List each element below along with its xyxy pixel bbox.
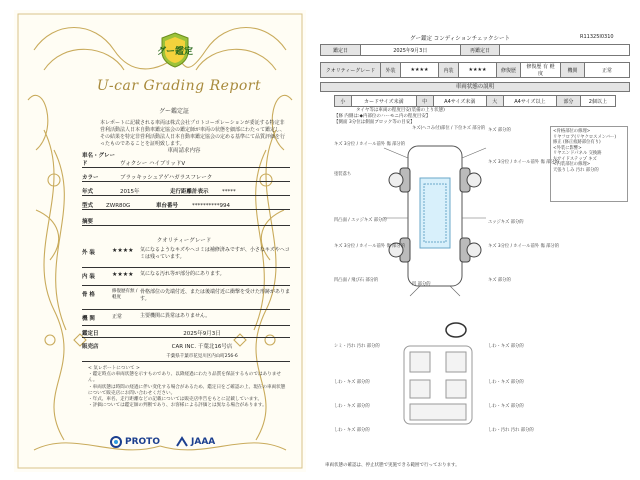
appraisal-date-row bbox=[82, 326, 290, 338]
vehicle-row-name bbox=[82, 153, 290, 168]
legend-cell: 2個以上 bbox=[580, 96, 615, 107]
ext-label: 外装 bbox=[381, 63, 401, 78]
grade-table bbox=[320, 62, 630, 78]
jaaa-mark-icon bbox=[176, 436, 188, 448]
vehicle-name-label: 車名・グレード bbox=[82, 153, 116, 167]
mileage-label: 走行距離計表示 bbox=[170, 189, 209, 195]
legend-cell: 部分 bbox=[557, 96, 581, 107]
grade-desc: 気になる汚れ等が部分的にあります。 bbox=[140, 271, 225, 277]
repair-value: 修復歴 有 軽度 bbox=[521, 63, 561, 78]
appraisal-date-label: 鑑定日 bbox=[82, 331, 99, 337]
sheet-title: グー鑑定 コンディションチェックシート bbox=[410, 36, 511, 42]
vehicle-color-value: ブラッキッシュアゲハガラスフレーク bbox=[120, 175, 213, 181]
repair-note-line: <内装部位の修理> bbox=[553, 162, 591, 167]
memo-label: 摘要 bbox=[82, 219, 94, 225]
damage-box-right: キズ 3分位 / ホイール前外 傷 部分的 bbox=[488, 244, 559, 249]
mileage-value: ***** bbox=[222, 189, 236, 195]
legend-cell: 小 bbox=[335, 96, 352, 107]
year-value: 2015年 bbox=[120, 189, 140, 195]
legend-cell: カードサイズ未満 bbox=[351, 96, 416, 107]
dealer-info bbox=[114, 342, 290, 359]
model-value: ZWR80G bbox=[106, 203, 131, 209]
note-item: ・鑑定時点の車両状態を示すものであり、以降経過にわたり品質を保証するものではありません。 bbox=[88, 372, 281, 384]
model-label: 型式 bbox=[82, 203, 94, 209]
repair-note-line: 左サイドステップ キズ bbox=[553, 156, 597, 162]
damage-box-left: キズ 3分位 / ホイール前外 傷 部分的 bbox=[334, 244, 405, 249]
grade-stars: ★★★★ bbox=[112, 247, 134, 254]
appraisal-date-value: 2025年9月3日 bbox=[183, 331, 221, 337]
interior-box-left: しわ・キズ 部分的 bbox=[334, 428, 370, 433]
damage-box-bottom: 凹 部分的 bbox=[412, 282, 431, 287]
interior-box-left: しわ・キズ 部分的 bbox=[334, 380, 370, 385]
legend-cell: 中 bbox=[416, 96, 433, 107]
legend-cell: A4サイズ以上 bbox=[503, 96, 556, 107]
repair-note: 【修 内側は:◆内部位のハーモニ内の程度目安】 bbox=[334, 114, 431, 119]
legend-cell: 大 bbox=[486, 96, 503, 107]
grade-label: 外 装 bbox=[82, 250, 95, 256]
certificate-subtitle: グー鑑定証 bbox=[158, 108, 189, 115]
int-value: ★★★★ bbox=[459, 63, 497, 78]
repair-note-line: <外装に影響> bbox=[553, 145, 582, 151]
repair-note-line: リヤエンドパネル 交換跡 bbox=[553, 151, 602, 156]
date-value: 2025年9月3日 bbox=[360, 45, 460, 56]
vehicle-row-year bbox=[82, 184, 290, 196]
vehicle-row-model bbox=[82, 198, 290, 210]
side-note: 【側面 3分位は側面ブロック等の目安】 bbox=[334, 120, 415, 125]
engine-value: 正常 bbox=[585, 63, 630, 78]
sheet-footer: 車両状態の確認は、停止状態で実施できる範囲で行っております。 bbox=[325, 463, 460, 468]
dealer-row bbox=[82, 340, 290, 362]
car-interior-diagram bbox=[398, 318, 478, 428]
vehicle-row-color bbox=[82, 170, 290, 182]
grade-label: 機 関 bbox=[82, 316, 95, 322]
repair-note-line: リヤフロア(リヤクロスメンバー) bbox=[553, 134, 617, 140]
grade-stars: 正常 bbox=[112, 314, 123, 320]
date-table bbox=[320, 44, 630, 56]
certificate-intro: 本レポートに記載される車両は株式会社プロトコーポレーションが委託する特定非営利活動法人日本自動車鑑定協会の鑑定師が車両の状態を細部にわたって鑑定し、その結果を特定非営利活動法人日本自動車鑑定協会の定める基準にて品質評価を行ったものであることを証明致します。 bbox=[100, 120, 286, 147]
damage-box-right: キズ 3分位 / ホイール前外 傷 部分的 bbox=[488, 160, 559, 165]
interior-box-right: しわ・キズ 部分的 bbox=[488, 380, 524, 385]
grade-desc: 気になるようなキズやヘコミは補修済みですが、小さなキズやヘコミは残っています。 bbox=[140, 247, 290, 260]
qg-label: クオリティーグレード bbox=[321, 63, 381, 78]
engine-label: 機関 bbox=[561, 63, 585, 78]
vehicle-color-label: カラー bbox=[82, 175, 99, 181]
int-label: 内装 bbox=[439, 63, 459, 78]
interior-box-right: しわ・汚れ 汚れ 部分的 bbox=[488, 428, 534, 433]
date-label: 鑑定日 bbox=[321, 45, 361, 56]
interior-box-right: しわ・キズ 部分的 bbox=[488, 404, 524, 409]
jaaa-text: JAAA bbox=[191, 437, 216, 447]
reappraisal-label: 再鑑定日 bbox=[460, 45, 500, 56]
grade-row-engine bbox=[82, 312, 290, 326]
proto-logo bbox=[110, 436, 160, 448]
legend-cell: A4サイズ未満 bbox=[433, 96, 486, 107]
grade-row-interior bbox=[82, 270, 290, 286]
note-item: ・評価については鑑定師の判断であり、お客様による評価とは異なる場合があります。 bbox=[88, 403, 267, 409]
proto-mark-icon bbox=[110, 436, 122, 448]
vehicle-section-heading: 車両請求内容 bbox=[167, 148, 201, 154]
repair-note-line: <骨格部位の修理> bbox=[553, 129, 591, 134]
repair-notes-box bbox=[550, 126, 628, 202]
interior-box-right: しわ・キズ 部分的 bbox=[488, 344, 524, 349]
grade-desc: 骨格部位の先端付近、または後端付近に衝撃を受けた形跡があります。 bbox=[140, 289, 291, 302]
size-legend-table bbox=[334, 95, 616, 107]
year-label: 年式 bbox=[82, 189, 94, 195]
dealer-label: 販売店 bbox=[82, 344, 99, 350]
notes-title: < 気レポートについて > bbox=[88, 366, 140, 371]
quality-section-heading: クオリティーグレード bbox=[156, 238, 212, 244]
badge-text: グー鑑定 bbox=[156, 47, 194, 57]
reappraisal-value bbox=[500, 45, 630, 56]
ext-value: ★★★★ bbox=[401, 63, 439, 78]
dealer-name: CAR INC. 千葉北16号店 bbox=[171, 344, 233, 350]
tire-note: タイヤ等は車両の程度目安(装備の上り状態) bbox=[356, 108, 445, 113]
dealer-address: 千葉県千葉市花見川区内山町256-6 bbox=[166, 354, 238, 359]
certificate-title: U-car Grading Report bbox=[96, 78, 262, 94]
sheet-code: R11325I0310 bbox=[580, 34, 614, 40]
note-item: ・年式、車名、走行距離などの記載については販売店申告をもとに記載しています。 bbox=[88, 397, 263, 403]
damage-box-left: 凹凸面 / 飛び石 部分的 bbox=[334, 278, 379, 283]
repair-note-line: 天張りしみ 汚れ 部分的 bbox=[553, 167, 599, 173]
repair-note-line: 修正 (修正痕跡部位有り) bbox=[553, 140, 601, 145]
grade-row-frame bbox=[82, 288, 290, 310]
damage-box-left: 塗装落ち bbox=[334, 172, 352, 177]
damage-box-left: キズ 3分位 / ホイール前外 傷 部分的 bbox=[334, 142, 405, 147]
goo-badge-icon bbox=[156, 32, 194, 68]
chassis-label: 車台番号 bbox=[156, 203, 179, 209]
interior-box-left: シミ・汚れ 汚れ 部分的 bbox=[334, 344, 380, 349]
car-exterior-diagram bbox=[380, 128, 490, 298]
state-heading: 車両状態の説明 bbox=[320, 82, 630, 92]
repair-label: 修復歴 bbox=[497, 63, 521, 78]
damage-box-right: キズ 部分的 bbox=[488, 278, 511, 283]
damage-box-top: キズ(ヘコみ付)部位 / 下位キズ 部分的 bbox=[412, 126, 486, 131]
damage-box-left: 凹凸面 / エッジキズ 部分的 bbox=[334, 218, 387, 223]
note-item: ・車両状態は時間の経過に伴い変化する場合があるため、鑑定日をご確認の上、現在の車両状態について販売店にお問い合わせください。 bbox=[88, 384, 286, 396]
damage-box-right: キズ 部分的 bbox=[488, 128, 511, 133]
grade-desc: 主要機関に異常はありません。 bbox=[140, 313, 211, 319]
grade-row-exterior bbox=[82, 246, 290, 268]
grade-stars: 修復歴有無 / 軽度 bbox=[112, 289, 138, 300]
grading-certificate bbox=[14, 10, 306, 472]
grade-label: 内 装 bbox=[82, 274, 95, 280]
chassis-value: **********994 bbox=[192, 203, 230, 209]
vehicle-name-value: ヴォクシー ハイブリッドV bbox=[120, 161, 186, 167]
damage-box-right: エッジキズ 部分的 bbox=[488, 220, 524, 225]
grade-label: 骨 格 bbox=[82, 292, 95, 298]
interior-box-left: しわ・キズ 部分的 bbox=[334, 404, 370, 409]
vehicle-row-memo bbox=[82, 214, 290, 226]
grade-stars: ★★★★ bbox=[112, 271, 134, 278]
jaaa-logo bbox=[176, 436, 215, 448]
proto-text: PROTO bbox=[125, 437, 160, 447]
report-notes bbox=[88, 366, 288, 409]
